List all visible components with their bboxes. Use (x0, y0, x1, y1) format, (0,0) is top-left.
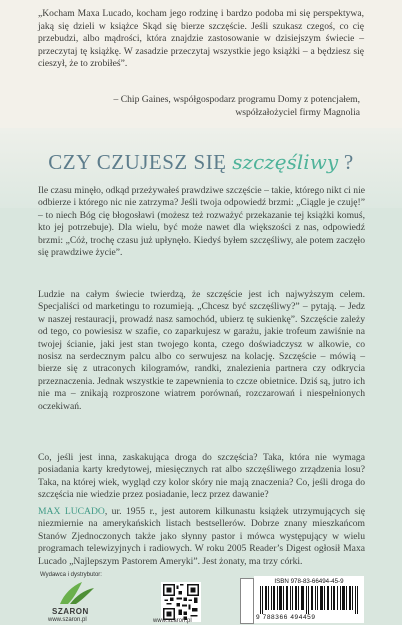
headline-part1: CZY CZUJESZ SIĘ (48, 150, 233, 174)
author-name: MAX LUCADO (38, 506, 105, 517)
headline (0, 150, 402, 175)
publisher-logo-icon (58, 580, 98, 606)
qr-url: www.szaron.pl (153, 618, 192, 624)
isbn: ISBN 978-83-66494-45-9 (274, 578, 344, 585)
headline-part2: ? (338, 150, 354, 174)
author-bio (38, 506, 365, 568)
headline-script-word: szczęśliwy (232, 150, 339, 174)
barcode-digits: 9 788366 494459 (256, 614, 316, 621)
paragraph-text: Co, jeśli jest inna, zaskakująca droga do szczęścia? Taka, która nie wymaga posiadania karty kredytowej, miesięcznych rat albo szczęśliwego zrządzenia losu? Taka, na której wiek, wygląd czy kolor skóry nie mają znaczenia? Co, jeśli droga do szczęścia nie wiedzie przez posiadanie, lecz przez dawanie? (38, 452, 365, 501)
quote-author-role: współzałożyciel firmy Magnolia (235, 106, 360, 118)
barcode-bars-icon (260, 586, 358, 614)
publisher-name: SZARON (52, 607, 89, 616)
author-bio-text (38, 506, 365, 568)
endorsement-quote (38, 8, 364, 71)
qr-code-icon (161, 582, 201, 622)
publisher-url: www.szaron.pl (48, 617, 87, 623)
quote-author: – Chip Gaines, współgospodarz programu Domy z potencjałem, (113, 94, 360, 105)
body-paragraph-2 (38, 289, 365, 413)
quote-text: „Kocham Maxa Lucado, kocham jego rodzinę i bardzo podoba mi się perspektywa, jaką się dzieli w książce Skąd się bierze szczęście. Jeśli szukasz czegoś, co cię przebudzi, albo mądrości, która znajdzie zastosowanie w dzisiejszym świecie – przeczytaj tę książkę. W zasadzie przeczytaj wszystkie jego książki – a będziesz się cieszył, że to zrobiłeś”. (38, 8, 364, 70)
barcode (254, 576, 364, 623)
paragraph-text: Ile czasu minęło, odkąd przeżywałeś prawdziwe szczęście – takie, którego nikt ci nie odbierze i którego nic nie zatrzyma? Jeśli twoja odpowiedź brzmi: „Ciągle je czuję!” – to niech Bóg cię błogosławi (możesz też rozważyć przekazanie tej książki komuś, kto jej potrzebuje). Dla wielu, być może nawet dla większości z nas, odpowiedź brzmi: „Cóż, trochę czasu już upłynęło. Kiedyś byłem szczęśliwy, ale potem zaczęło się prawdziwe życie”. (38, 185, 365, 259)
cover-footer (0, 572, 402, 625)
body-paragraph-1 (38, 185, 365, 259)
publisher-label: Wydawca i dystrybutor: (40, 572, 102, 578)
paragraph-text: Ludzie na całym świecie twierdzą, że szczęście jest ich najwyższym celem. Specjaliści od marketingu to rozumieją. „Chcesz być szczęśliwy?” – pytają. – Jedz w naszej restauracji, prowadź nasz samochód, ubierz tę sukienkę”. Szczęście zależy od tego, co powiesisz w szafie, co zaparkujesz w garażu, jakie trofeum zawiśnie na twojej ścianie, jaki jest stan twojego konta, czego doświadczysz w alkowie, co nosisz na serdecznym palcu albo co serwujesz na kolację. Szczęście – mówią – bierze się z utraconych kilogramów, randki, znalezienia partnera czy odkrycia przeznaczenia. Jednak wszystkie te zapewnienia to czcze obietnice. Dziś są, jutro ich nie ma – znikają rozproszone wiatrem porównań, rozczarowań i niespełnionych oczekiwań. (38, 289, 365, 412)
quote-attribution (60, 94, 360, 119)
author-bio-body: , ur. 1955 r., jest autorem kilkunastu książek utrzymujących się niezmiernie na amerykańskich listach bestsellerów. Dobrze znany mieszkańcom Stanów Zjednoczonych także jako słynny pastor i mówca występujący w wielu programach telewizyjnych i radiowych. W roku 2005 Reader’s Digest ogłosił Maxa Lucado „Najlepszym Pastorem Ameryki”. Jest żonaty, ma trzy córki. (38, 506, 365, 567)
body-paragraph-3 (38, 452, 365, 502)
price-box (240, 578, 254, 624)
